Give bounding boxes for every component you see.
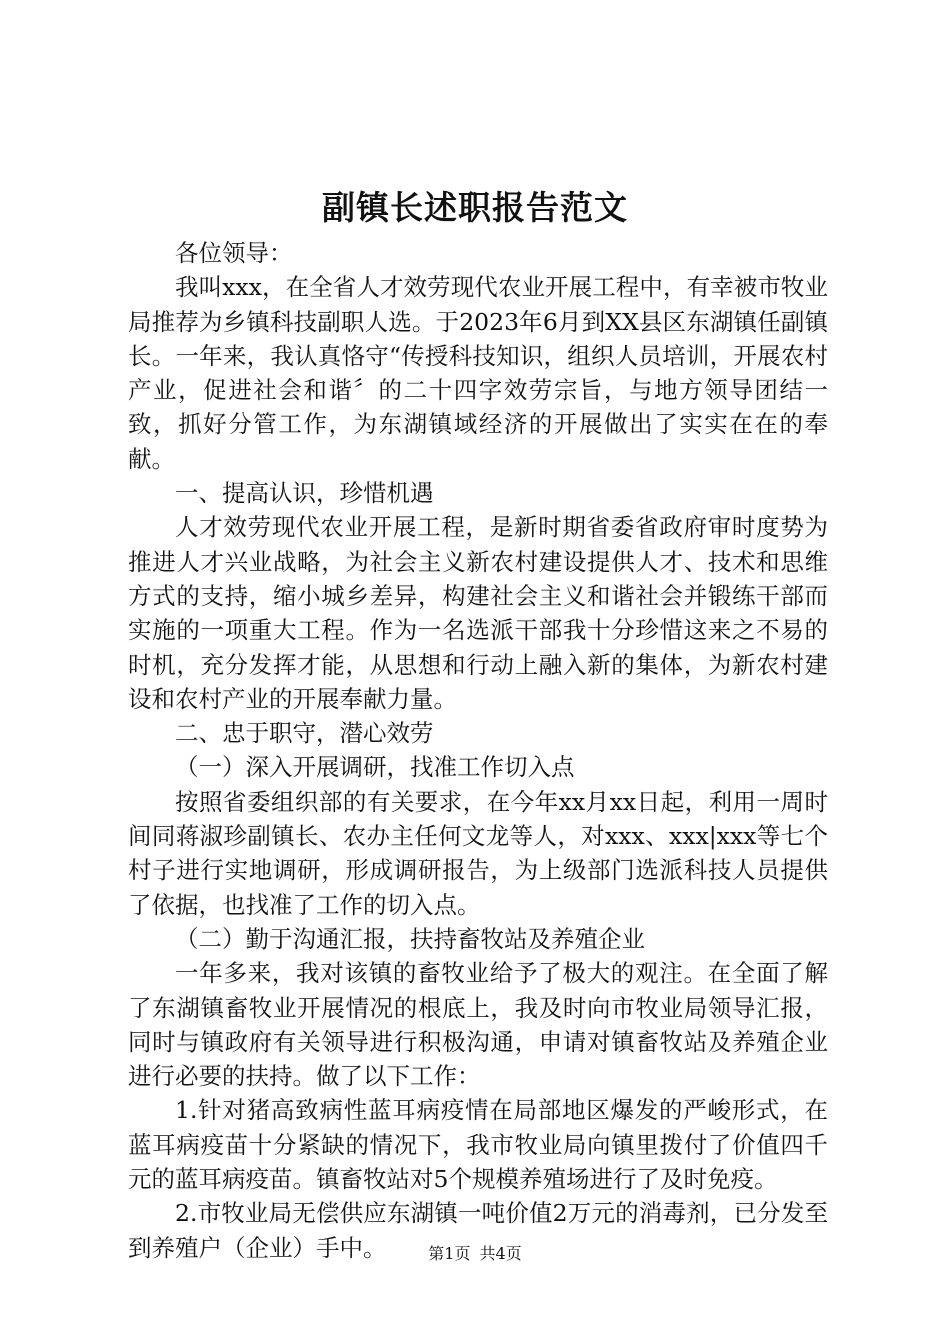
section-1-paragraph: 人才效劳现代农业开展工程，是新时期省委省政府审时度势为推进人才兴业战略，为社会主义新农村建设提供人才、技术和思维方式的支持，缩小城乡差异，构建社会主义和谐社会并锻练干部而实施的一项重大工程。作为一名选派干部我十分珍惜这来之不易的时机，充分发挥才能，从思想和行动上融入新的集体，为新农村建设和农村产业的开展奉献力量。 [128,513,828,713]
salutation: 各位领导： [175,239,293,267]
document-body [128,236,828,1265]
list-item-1: 1.针对猪高致病性蓝耳病疫情在局部地区爆发的严峻形式，在蓝耳病疫苗十分紧缺的情况下，我市牧业局向镇里拨付了价值四千元的蓝耳病疫苗。镇畜牧站对5个规模养殖场进行了及时免疫。 [128,1096,828,1194]
subsection-heading-2: （二）勤于沟通汇报，扶持畜牧站及养殖企业 [175,924,645,953]
list-item-2: 2.市牧业局无偿供应东湖镇一吨价值2万元的消毒剂，已分发至到养殖户（企业）手中。 [128,1199,828,1262]
page-footer [0,1243,950,1265]
page-total: 共4页 [479,1244,522,1263]
subsection-1-paragraph: 按照省委组织部的有关要求，在今年xx月xx日起，利用一周时间同蒋淑珍副镇长、农办主任何文龙等人，对xxx、xxx|xxx等七个村子进行实地调研，形成调研报告，为上级部门选派科技人员提供了依据，也找准了工作的切入点。 [128,787,828,919]
subsection-2-paragraph: 一年多来，我对该镇的畜牧业给予了极大的观注。在全面了解了东湖镇畜牧业开展情况的根底上，我及时向市牧业局领导汇报，同时与镇政府有关领导进行积极沟通，申请对镇畜牧站及养殖企业进行必要的扶持。做了以下工作： [128,959,828,1091]
page-number: 第1页 [428,1244,471,1263]
subsection-heading-1: （一）深入开展调研，找准工作切入点 [175,753,575,782]
intro-paragraph: 我叫xxx，在全省人才效劳现代农业开展工程中，有幸被市牧业局推荐为乡镇科技副职人选。于2023年6月到XX县区东湖镇任副镇长。一年来，我认真恪守“传授科技知识，组织人员培训，开展农村产业，促进社会和谐〞的二十四字效劳宗旨，与地方领导团结一致，抓好分管工作，为东湖镇域经济的开展做出了实实在在的奉献。 [128,273,828,473]
section-heading-1: 一、提高认识，珍惜机遇 [175,479,434,508]
document-title: 副镇长述职报告范文 [322,188,628,227]
section-heading-2: 二、忠于职守，潜心效劳 [175,719,434,748]
